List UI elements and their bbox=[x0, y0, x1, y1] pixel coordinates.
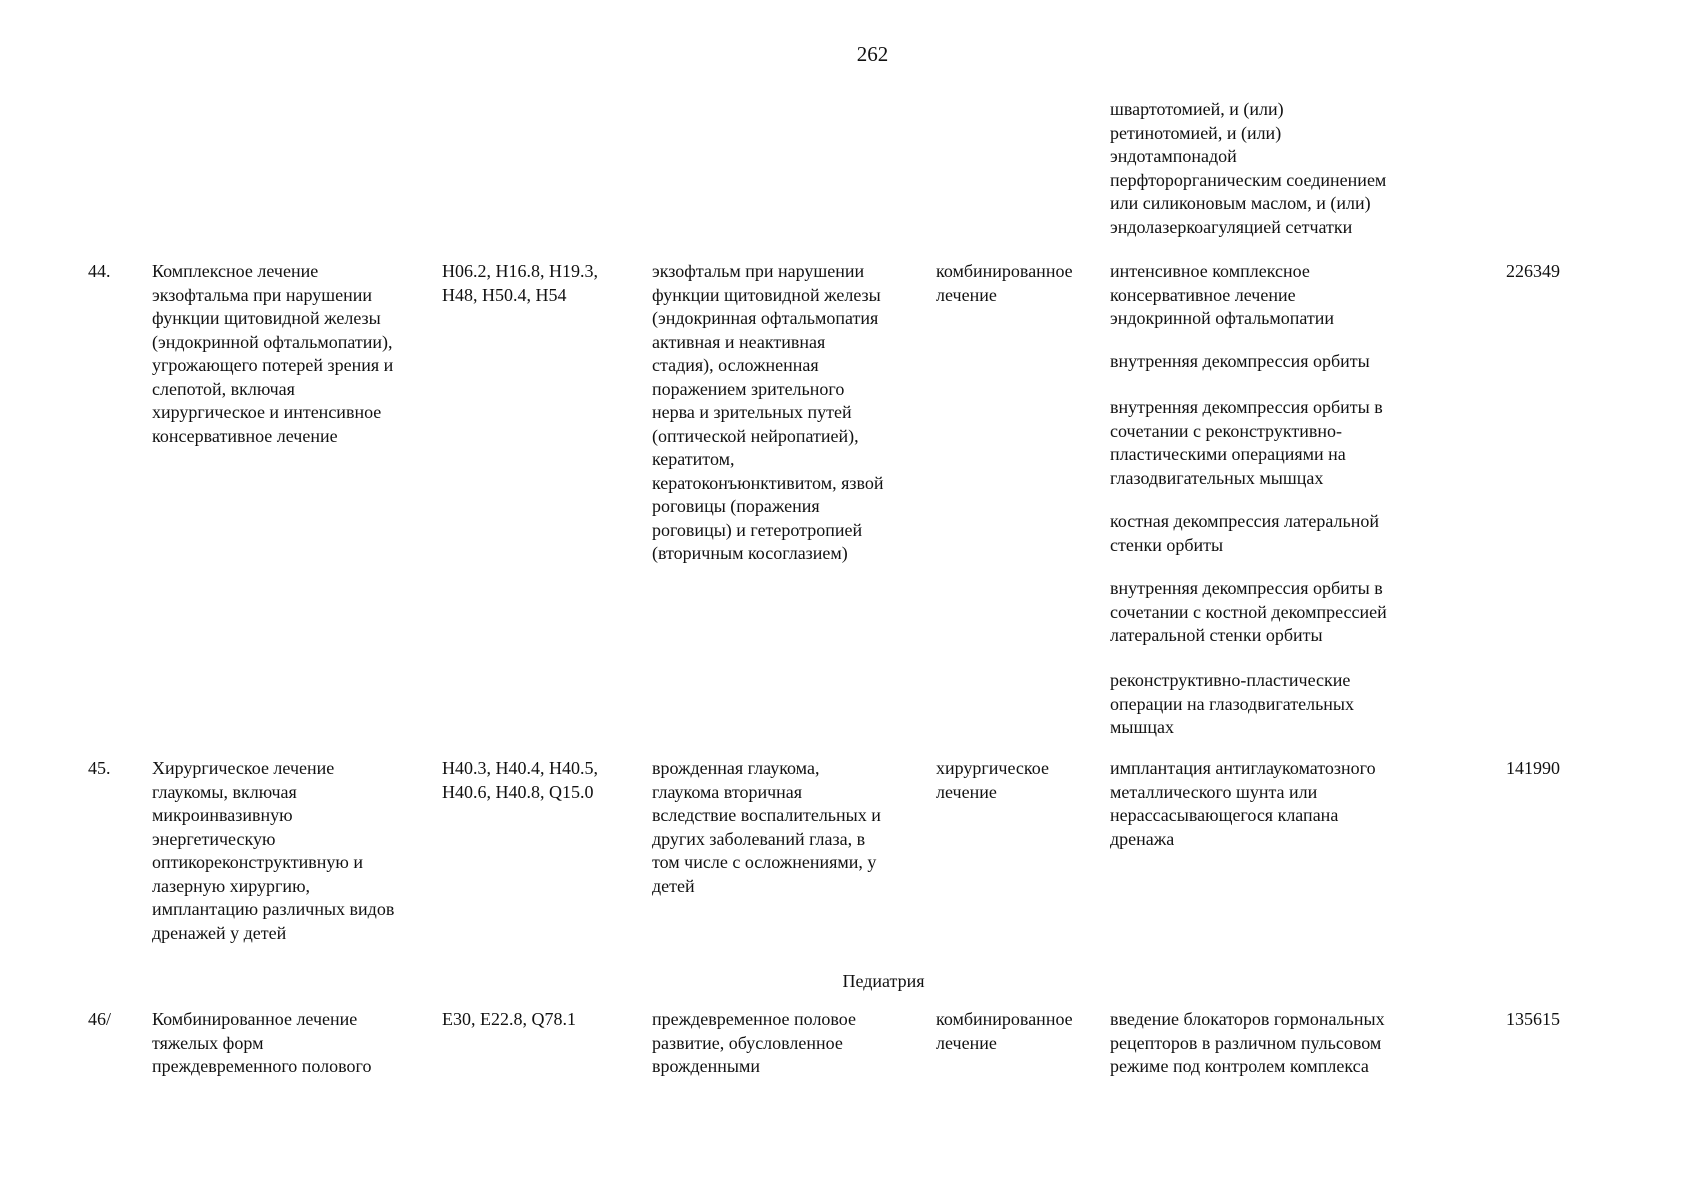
treatment-method: реконструктивно-пластические операции на глазодвигательных мышцах bbox=[1110, 670, 1355, 737]
treatment-method: интенсивное комплексное консервативное лечение эндокринной офтальмопатии bbox=[1110, 261, 1335, 328]
care-type-name: Хирургическое лечение глаукомы, включая микроинвазивную энергетическую оптикореконструктивную и лазерную хирургию, имплантацию различных видов дренажей у детей bbox=[152, 758, 395, 943]
icd-codes: H06.2, H16.8, H19.3, H48, H50.4, H54 bbox=[442, 261, 598, 305]
cost-value: 135615 bbox=[1506, 1009, 1560, 1029]
row-number: 45. bbox=[88, 758, 111, 778]
icd-codes: H40.3, H40.4, H40.5, H40.6, H40.8, Q15.0 bbox=[442, 758, 598, 802]
treatment-method: внутренняя декомпрессия орбиты в сочетании с костной декомпрессией латеральной стенки орбиты bbox=[1110, 578, 1387, 645]
treatment-method: внутренняя декомпрессия орбиты в сочетании с реконструктивно- пластическими операциями на глазодвигательных мышцах bbox=[1110, 397, 1383, 488]
treatment-method: костная декомпрессия латеральной стенки орбиты bbox=[1110, 511, 1379, 555]
icd-codes: E30, E22.8, Q78.1 bbox=[442, 1009, 576, 1029]
treatment-type: хирургическое лечение bbox=[936, 758, 1049, 802]
treatment-method: введение блокаторов гормональных рецепторов в различном пульсовом режиме под контролем комплекса bbox=[1110, 1009, 1385, 1076]
patient-model: врожденная глаукома, глаукома вторичная вследствие воспалительных и других заболеваний глаза, в том числе с осложнениями, у детей bbox=[652, 758, 881, 896]
row-number: 44. bbox=[88, 261, 111, 281]
care-type-name: Комбинированное лечение тяжелых форм преждевременного полового bbox=[152, 1009, 372, 1076]
treatment-type: комбинированное лечение bbox=[936, 1009, 1073, 1053]
page-number: 262 bbox=[856, 42, 889, 66]
section-title: Педиатрия bbox=[842, 971, 925, 991]
treatment-type: комбинированное лечение bbox=[936, 261, 1073, 305]
care-type-name: Комплексное лечение экзофтальма при нарушении функции щитовидной железы (эндокринной офтальмопатии), угрожающего потерей зрения и слепотой, включая хирургическое и интенсивное консервативное лечение bbox=[152, 261, 394, 446]
cost-value: 141990 bbox=[1506, 758, 1560, 778]
cost-value: 226349 bbox=[1506, 261, 1560, 281]
patient-model: экзофтальм при нарушении функции щитовидной железы (эндокринная офтальмопатия активная и неактивная стадия), осложненная поражением зрительного нерва и зрительных путей (оптической нейропатией), кератитом, кератоконъюнктивитом, язвой роговицы (поражения роговицы) и гетеротропией (вторичным косоглазием) bbox=[652, 261, 884, 563]
treatment-method: имплантация антиглаукоматозного металлического шунта или нерассасывающегося клапана дренажа bbox=[1110, 758, 1376, 849]
treatment-method: внутренняя декомпрессия орбиты bbox=[1110, 351, 1370, 371]
patient-model: преждевременное половое развитие, обусловленное врожденными bbox=[652, 1009, 857, 1076]
row-number: 46/ bbox=[88, 1009, 112, 1029]
method-continuation: швартотомией, и (или) ретинотомией, и (или) эндотампонадой перфторорганическим соединением или силиконовым маслом, и (или) эндолазеркоагуляцией сетчатки bbox=[1110, 99, 1387, 237]
